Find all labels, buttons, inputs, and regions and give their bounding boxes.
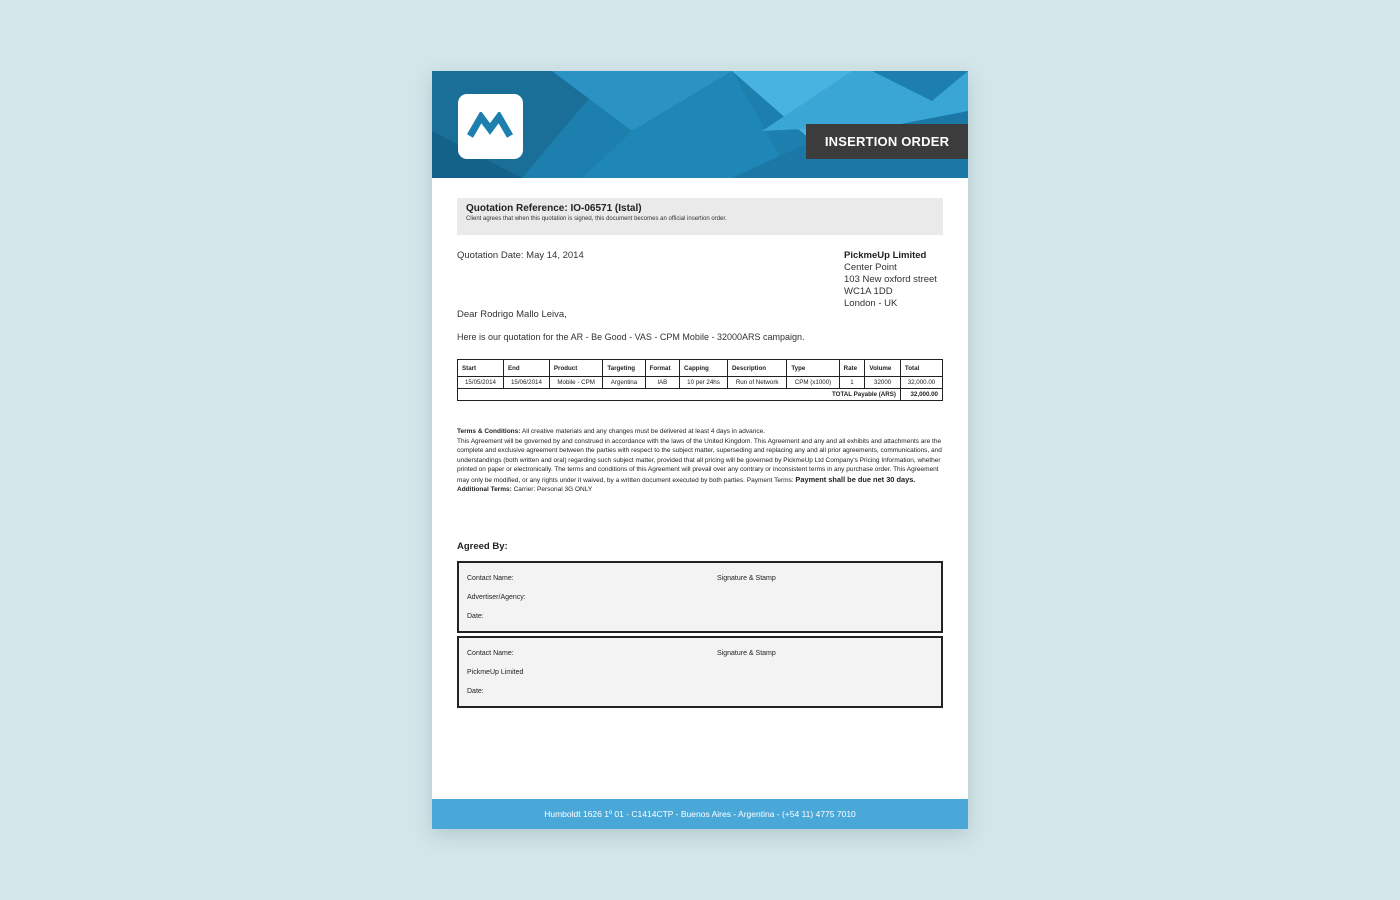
column-header: Capping (680, 360, 728, 377)
total-row (458, 389, 943, 401)
column-header: Type (787, 360, 839, 377)
table-cell: IAB (645, 377, 679, 389)
campaign-intro: Here is our quotation for the AR - Be Good - VAS - CPM Mobile - 32000ARS campaign. (457, 332, 805, 342)
payment-terms: Payment shall be due net 30 days. (795, 474, 916, 484)
column-header: Description (727, 360, 786, 377)
greeting: Dear Rodrigo Mallo Leiva, (457, 309, 567, 320)
address-line: Center Point (844, 262, 897, 273)
address-line: WC1A 1DD (844, 286, 893, 297)
terms-label: Terms & Conditions: (457, 428, 521, 435)
table-cell: Mobile - CPM (549, 377, 602, 389)
advertiser-signature-box (457, 561, 943, 633)
address-line: 103 New oxford street (844, 274, 937, 285)
quotation-reference-title: Quotation Reference: IO-06571 (Istal) (466, 203, 642, 214)
column-header: Rate (839, 360, 865, 377)
document-footer: Humboldt 1626 1º 01 - C1414CTP - Buenos Aires - Argentina - (+54 11) 4775 7010 (432, 799, 968, 829)
company-logo (458, 94, 523, 159)
insertion-order-document (432, 71, 968, 829)
address-line: London - UK (844, 298, 898, 309)
column-header: Product (549, 360, 602, 377)
signature-stamp-label: Signature & Stamp (717, 575, 776, 582)
table-cell: 1 (839, 377, 865, 389)
table-cell: CPM (x1000) (787, 377, 839, 389)
quotation-table (457, 359, 943, 401)
quotation-date: Quotation Date: May 14, 2014 (457, 250, 584, 261)
quotation-reference-box (457, 198, 943, 235)
additional-terms-label: Additional Terms: (457, 486, 512, 493)
insertion-order-badge: INSERTION ORDER (806, 124, 968, 159)
column-header: Total (900, 360, 942, 377)
table-cell: 15/05/2014 (458, 377, 504, 389)
column-header: End (503, 360, 549, 377)
terms-and-conditions (457, 427, 943, 495)
signature-stamp-label: Signature & Stamp (717, 650, 776, 657)
total-value: 32,000.00 (900, 389, 942, 401)
column-header: Volume (865, 360, 901, 377)
logo-m-icon (467, 112, 514, 140)
date-label: Date: (467, 688, 484, 695)
column-header: Targeting (603, 360, 645, 377)
company-name: PickmeUp Limited (844, 250, 927, 261)
date-label: Date: (467, 613, 484, 620)
column-header: Start (458, 360, 504, 377)
advertiser-agency-label: Advertiser/Agency: (467, 594, 526, 601)
terms-body: This Agreement will be governed by and construed in accordance with the laws of the United Kingdom. This Agreement and any and all exhibits and attachments are the complete and exclusive agreement between the parties with respect to the subject matter, superseding and replacing any and all prior agreements, communications, and understandings (both written and oral) regarding such subject matter, provided that all pricing will be governed by PickmeUp Ltd Company's Pricing Information, whether printed on paper or electronically. The terms and conditions of this Agreement will prevail over any contrary or inconsistent terms in any purchase order. This Agreement may only be modified, or any rights under it waived, by a written document executed by both parties. Payment Terms: (457, 437, 942, 484)
company-signature-box (457, 636, 943, 708)
agreed-by-heading: Agreed By: (457, 541, 508, 552)
column-header: Format (645, 360, 679, 377)
table-header-row (458, 360, 943, 377)
table-row (458, 377, 943, 389)
contact-name-label: Contact Name: (467, 575, 514, 582)
table-cell: 32000 (865, 377, 901, 389)
document-header (432, 71, 968, 178)
company-address (844, 250, 937, 310)
total-label: TOTAL Payable (ARS) (458, 389, 901, 401)
terms-intro: All creative materials and any changes must be delivered at least 4 days in advance. (520, 428, 766, 435)
additional-terms: Carrier: Personal 3G ONLY (511, 486, 593, 493)
table-cell: 10 per 24hs (680, 377, 728, 389)
table-cell: Argentina (603, 377, 645, 389)
table-cell: Run of Network (727, 377, 786, 389)
quotation-reference-note: Client agrees that when this quotation is signed, this document becomes an official insertion order. (466, 216, 727, 222)
table-cell: 15/06/2014 (503, 377, 549, 389)
company-name-label: PickmeUp Limited (467, 669, 524, 676)
contact-name-label: Contact Name: (467, 650, 514, 657)
table-cell: 32,000.00 (900, 377, 942, 389)
